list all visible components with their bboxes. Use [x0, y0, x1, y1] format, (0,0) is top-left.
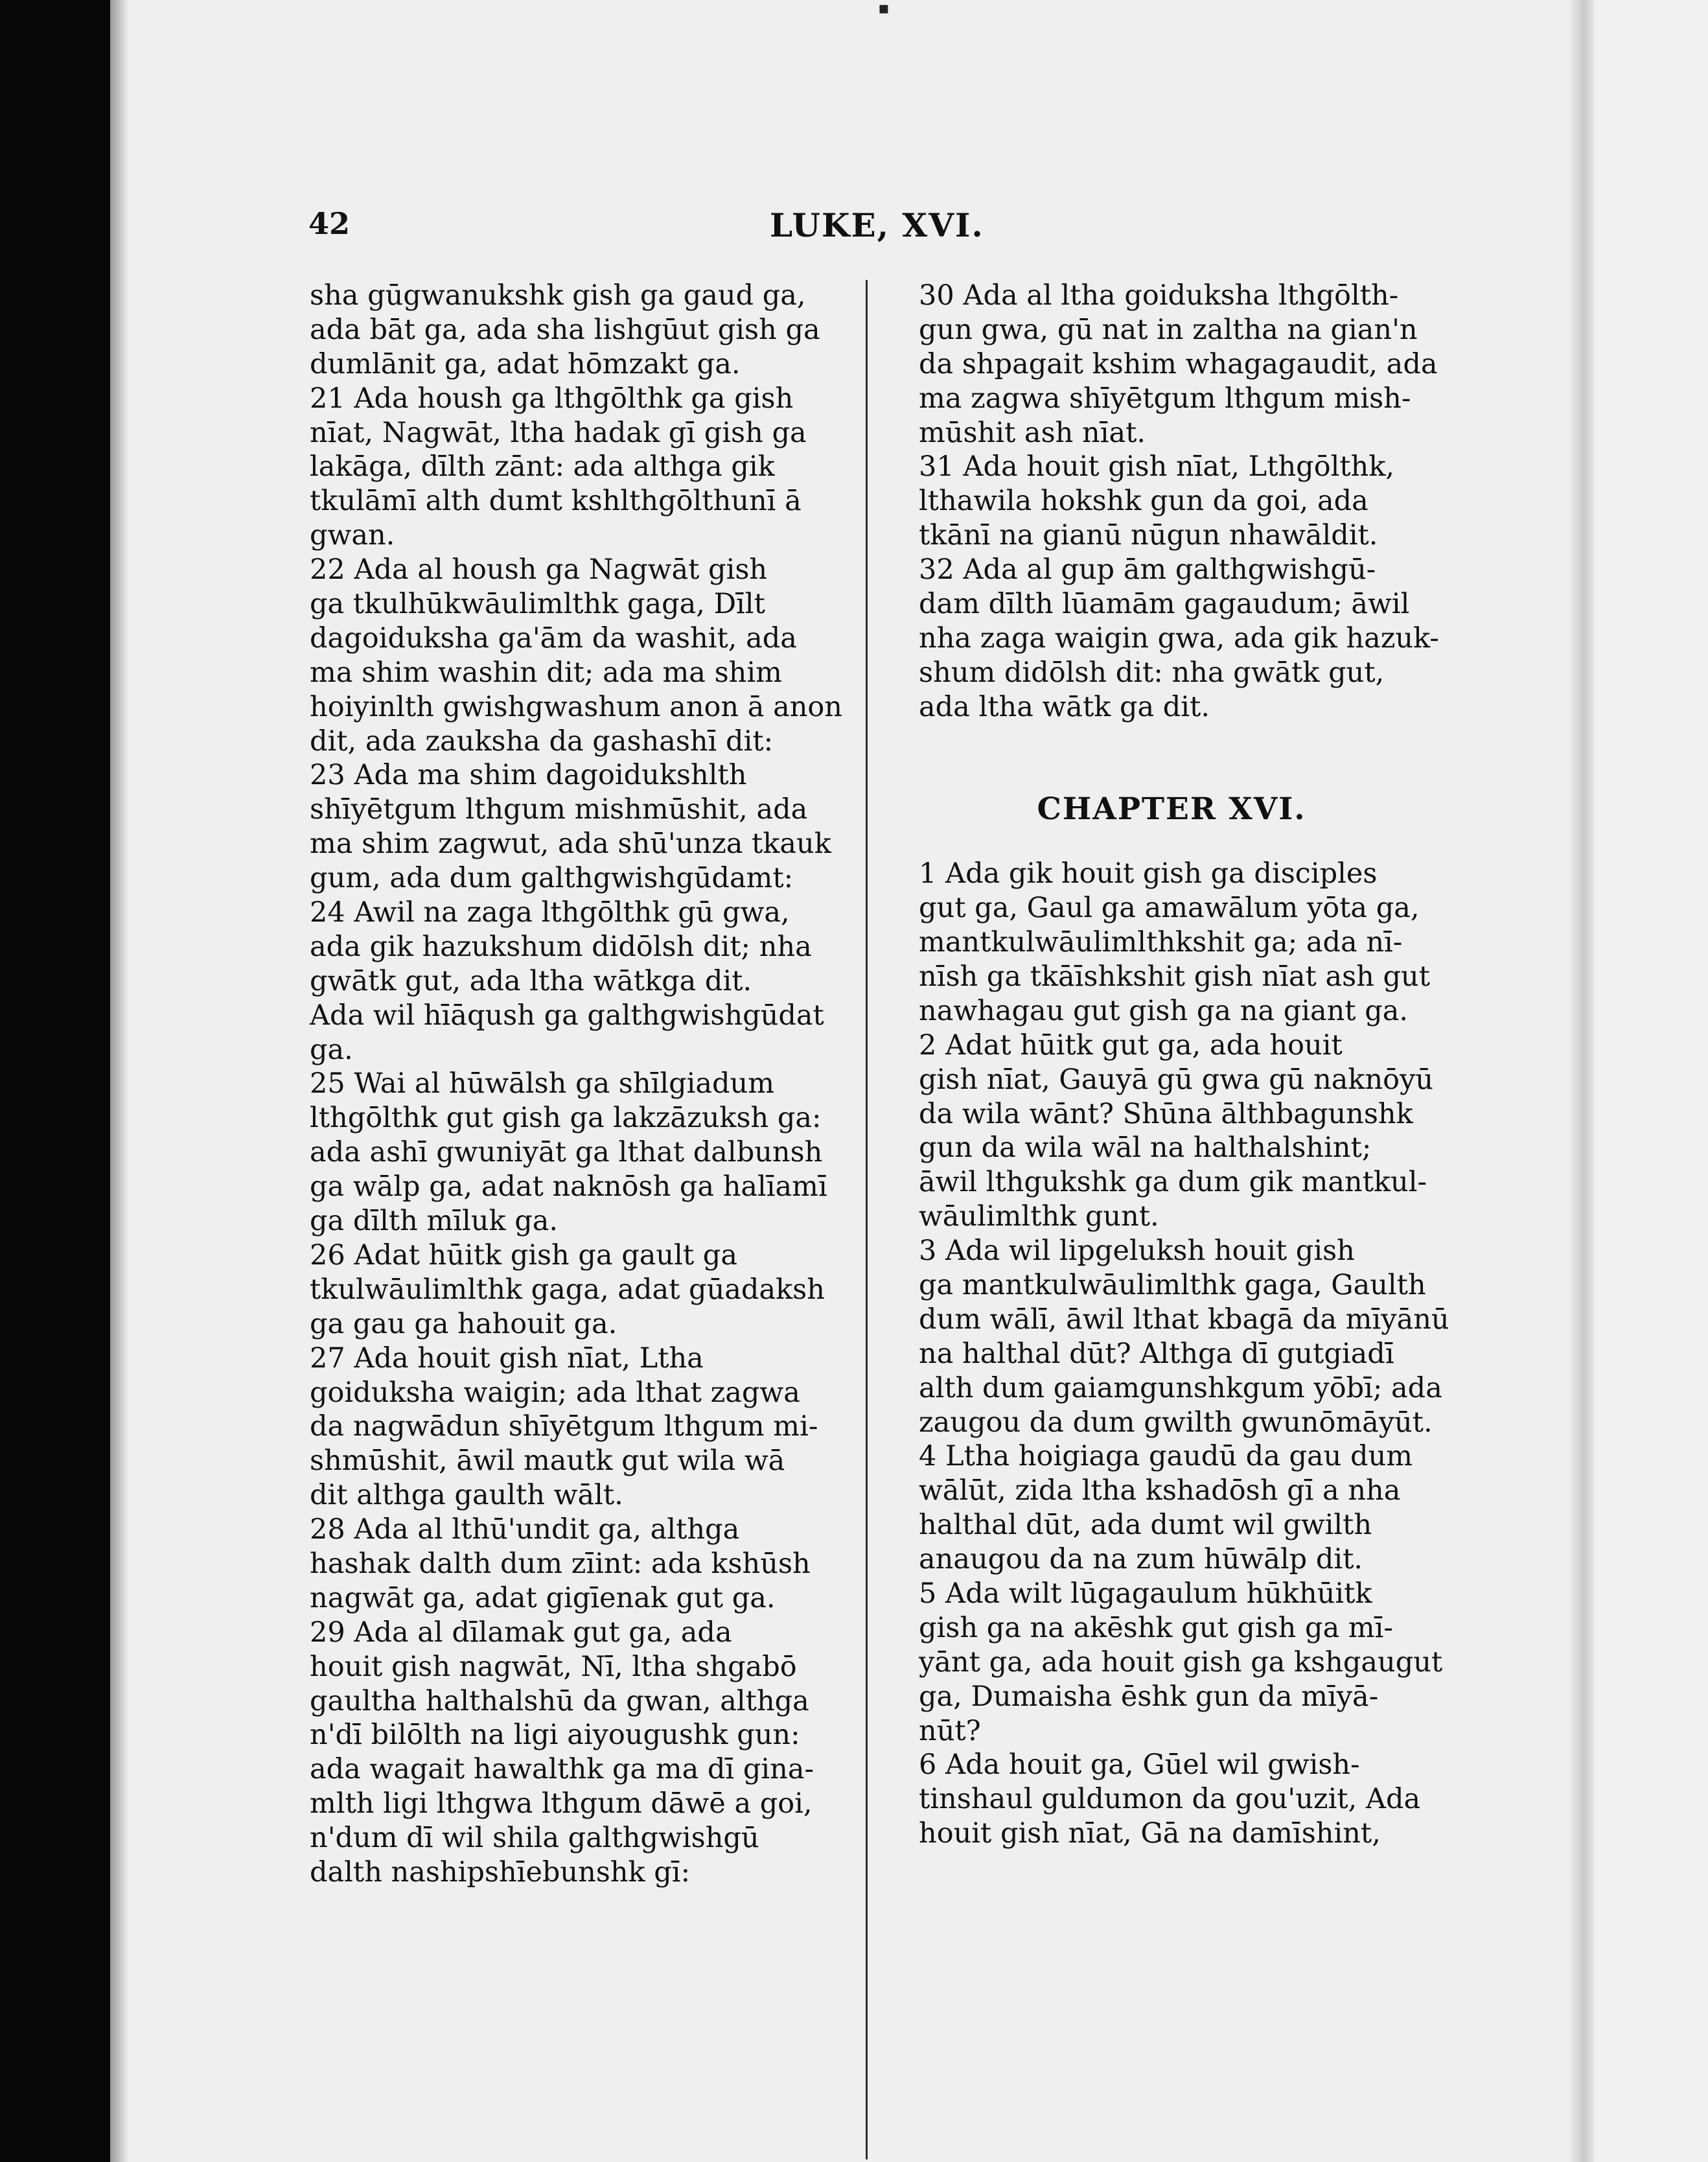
- text-line: ga gau ga hahouit ga.: [310, 1307, 617, 1340]
- text-line: nawhagau gut gish ga na giant ga.: [919, 994, 1409, 1027]
- adjacent-page-edge: [1594, 0, 1708, 2162]
- text-line: 32 Ada al gup ām galthgwishgū-: [919, 553, 1376, 587]
- right-column: [919, 279, 1449, 1851]
- text-line: dumlānit ga, adat hōmzakt ga.: [310, 347, 741, 380]
- text-line: gwātk gut, ada ltha wātkga dit.: [310, 964, 752, 997]
- text-line: lakāga, dīlth zānt: ada althga gik: [310, 450, 775, 483]
- text-line: 28 Ada al lthū'undit ga, althga: [310, 1513, 740, 1546]
- text-line: ga wālp ga, adat naknōsh ga halīamī: [310, 1170, 827, 1203]
- text-line: hoiyinlth gwishgwashum anon ā anon: [310, 690, 842, 723]
- text-line: ma shim zagwut, ada shū'unza tkauk: [310, 828, 831, 861]
- text-line: 2 Adat hūitk gut ga, ada houit: [919, 1029, 1343, 1062]
- text-line: dit, ada zauksha da gashashī dit:: [310, 725, 774, 758]
- text-line: ga.: [310, 1033, 353, 1066]
- page-title: LUKE, XVI.: [770, 206, 984, 244]
- text-line: dalth nashipshīebunshk gī:: [310, 1855, 691, 1889]
- text-line: da wila wānt? Shūna ālthbagunshk: [919, 1097, 1413, 1130]
- text-line: ada ltha wātk ga dit.: [919, 690, 1210, 723]
- text-line: shmūshit, āwil mautk gut wila wā: [310, 1445, 785, 1478]
- page-gutter: [1568, 0, 1594, 2162]
- text-line: mlth ligi lthgwa lthgum dāwē a goi,: [310, 1787, 813, 1820]
- text-line: houit gish nīat, Gā na damīshint,: [919, 1817, 1381, 1850]
- right-column-top-verses: [919, 279, 1439, 725]
- text-line: gaultha halthalshū da gwan, althga: [310, 1684, 809, 1717]
- text-line: anaugou da na zum hūwālp dit.: [919, 1543, 1363, 1576]
- page-number: 42: [308, 206, 351, 241]
- text-line: nīsh ga tkāīshkshit gish nīat ash gut: [919, 960, 1431, 993]
- text-line: goiduksha waigin; ada lthat zagwa: [310, 1376, 800, 1409]
- text-line: ma zagwa shīyētgum lthgum mish-: [919, 382, 1411, 415]
- text-line: yānt ga, ada houit gish ga kshgaugut: [919, 1645, 1443, 1679]
- text-line: dum wālī, āwil lthat kbagā da mīyānū: [919, 1303, 1449, 1336]
- text-line: 26 Adat hūitk gish ga gault ga: [310, 1238, 737, 1272]
- text-line: ga dīlth mīluk ga.: [310, 1205, 559, 1238]
- text-line: gum, ada dum galthgwishgūdamt:: [310, 862, 794, 895]
- text-line: nūt?: [919, 1714, 981, 1747]
- text-line: mūshit ash nīat.: [919, 416, 1146, 449]
- running-head: [308, 206, 989, 253]
- text-line: ada gik hazukshum didōlsh dit; nha: [310, 930, 812, 963]
- scan-left-edge: [0, 0, 110, 2162]
- text-line: 5 Ada wilt lūgagaulum hūkhūitk: [919, 1577, 1372, 1610]
- text-line: 29 Ada al dīlamak gut ga, ada: [310, 1616, 732, 1649]
- text-line: tkulāmī alth dumt kshlthgōlthunī ā: [310, 485, 802, 518]
- chapter-heading: CHAPTER XVI.: [1037, 791, 1306, 828]
- text-line: ada bāt ga, ada sha lishgūut gish ga: [310, 313, 820, 346]
- text-line: halthal dūt, ada dumt wil gwilth: [919, 1509, 1372, 1542]
- text-line: 27 Ada houit gish nīat, Ltha: [310, 1342, 704, 1375]
- text-line: 6 Ada houit ga, Gūel wil gwish-: [919, 1749, 1360, 1782]
- text-line: 23 Ada ma shim dagoidukshlth: [310, 759, 747, 792]
- text-line: gun da wila wāl na halthalshint;: [919, 1132, 1372, 1165]
- text-line: tkānī na gianū nūgun nhawāldit.: [919, 519, 1378, 552]
- text-line: nagwāt ga, adat gigīenak gut ga.: [310, 1581, 776, 1614]
- text-line: gut ga, Gaul ga amawālum yōta ga,: [919, 892, 1420, 925]
- text-line: ada wagait hawalthk ga ma dī gina-: [310, 1753, 814, 1786]
- column-divider: [866, 280, 868, 2159]
- text-line: 25 Wai al hūwālsh ga shīlgiadum: [310, 1067, 774, 1100]
- text-line: 21 Ada housh ga lthgōlthk ga gish: [310, 382, 794, 415]
- text-line: n'dum dī wil shila galthgwishgū: [310, 1822, 759, 1855]
- text-line: ma shim washin dit; ada ma shim: [310, 656, 782, 689]
- text-line: tinshaul guldumon da gou'uzit, Ada: [919, 1783, 1421, 1816]
- text-line: 1 Ada gik houit gish ga disciples: [919, 857, 1378, 890]
- text-line: na halthal dūt? Althga dī gutgiadī: [919, 1337, 1394, 1370]
- text-line: da nagwādun shīyētgum lthgum mi-: [310, 1410, 818, 1443]
- text-line: ada ashī gwuniyāt ga lthat dalbunsh: [310, 1136, 823, 1169]
- text-line: nīat, Nagwāt, ltha hadak gī gish ga: [310, 416, 807, 449]
- text-line: wāulimlthk gunt.: [919, 1200, 1159, 1233]
- text-line: houit gish nagwāt, Nī, ltha shgabō: [310, 1650, 797, 1683]
- text-line: Ada wil hīāqush ga galthgwishgūdat: [310, 999, 824, 1032]
- text-line: n'dī bilōlth na ligi aiyougushk gun:: [310, 1719, 800, 1752]
- left-column: [310, 279, 873, 1890]
- text-line: 4 Ltha hoigiaga gaudū da gau dum: [919, 1440, 1413, 1473]
- text-line: ga, Dumaisha ēshk gun da mīyā-: [919, 1680, 1379, 1713]
- text-line: mantkulwāulimlthkshit ga; ada nī-: [919, 926, 1403, 959]
- text-line: āwil lthgukshk ga dum gik mantkul-: [919, 1166, 1427, 1199]
- scan-mark: ▪: [878, 0, 890, 18]
- text-line: shum didōlsh dit: nha gwātk gut,: [919, 656, 1385, 689]
- text-line: zaugou da dum gwilth gwunōmāyūt.: [919, 1406, 1433, 1439]
- text-line: hashak dalth dum zīint: ada kshūsh: [310, 1547, 811, 1580]
- right-column-chapter-verses: [919, 857, 1449, 1851]
- text-line: sha gūgwanukshk gish ga gaud ga,: [310, 279, 806, 312]
- text-line: nha zaga waigin gwa, ada gik hazuk-: [919, 622, 1439, 655]
- text-line: tkulwāulimlthk gaga, adat gūadaksh: [310, 1273, 825, 1306]
- page-edge-shadow: [110, 0, 128, 2162]
- text-line: gish ga na akēshk gut gish ga mī-: [919, 1611, 1393, 1644]
- text-line: dit althga gaulth wālt.: [310, 1479, 623, 1512]
- text-line: 30 Ada al ltha goiduksha lthgōlth-: [919, 279, 1399, 312]
- text-line: gish nīat, Gauyā gū gwa gū naknōyū: [919, 1063, 1434, 1096]
- text-line: dagoiduksha ga'ām da washit, ada: [310, 622, 797, 655]
- text-line: ga tkulhūkwāulimlthk gaga, Dīlt: [310, 588, 765, 621]
- text-line: lthawila hokshk gun da goi, ada: [919, 485, 1368, 518]
- text-line: dam dīlth lūamām gagaudum; āwil: [919, 588, 1410, 621]
- text-line: gun gwa, gū nat in zaltha na gian'n: [919, 313, 1418, 346]
- text-line: lthgōlthk gut gish ga lakzāzuksh ga:: [310, 1102, 822, 1135]
- text-line: wālūt, zida ltha kshadōsh gī a nha: [919, 1474, 1401, 1507]
- text-line: 24 Awil na zaga lthgōlthk gū gwa,: [310, 896, 790, 929]
- text-line: 22 Ada al housh ga Nagwāt gish: [310, 553, 768, 587]
- text-line: 3 Ada wil lipgeluksh houit gish: [919, 1235, 1355, 1268]
- text-line: da shpagait kshim whagagaudit, ada: [919, 347, 1438, 380]
- text-line: shīyētgum lthgum mishmūshit, ada: [310, 793, 808, 826]
- text-line: gwan.: [310, 519, 395, 552]
- text-line: 31 Ada houit gish nīat, Lthgōlthk,: [919, 450, 1395, 483]
- text-line: ga mantkulwāulimlthk gaga, Gaulth: [919, 1268, 1426, 1301]
- text-line: alth dum gaiamgunshkgum yōbī; ada: [919, 1371, 1442, 1404]
